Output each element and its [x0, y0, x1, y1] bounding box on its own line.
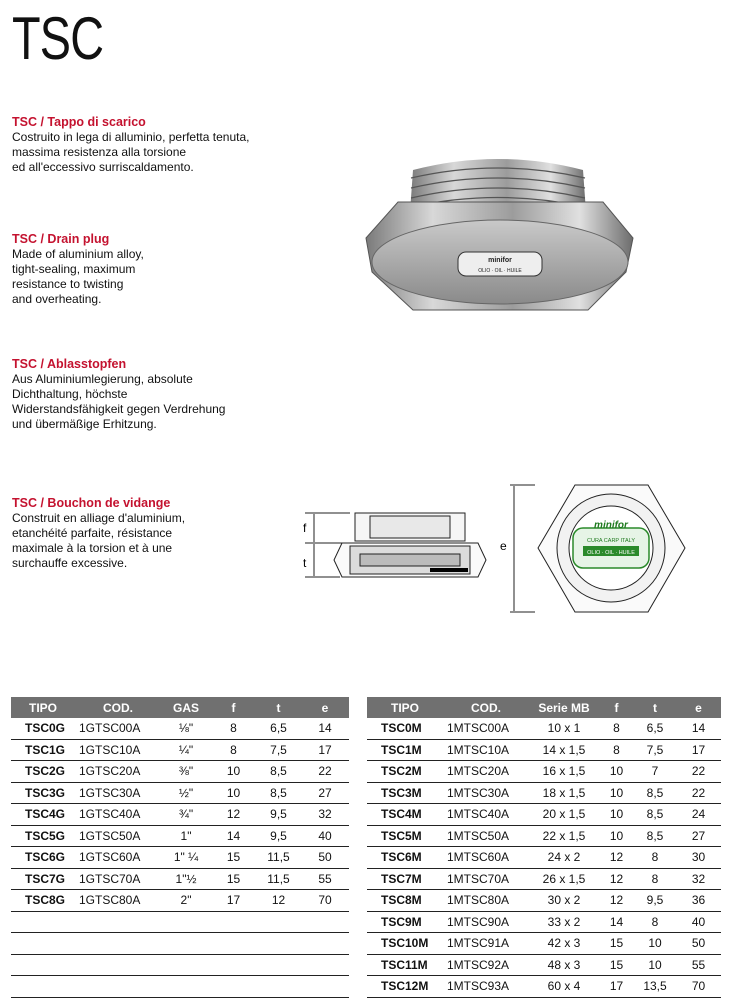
table-cell: 1GTSC60A	[75, 847, 161, 869]
table-cell: 12	[599, 868, 634, 890]
table-cell: 12	[599, 890, 634, 912]
table-cell: 10 x 1	[529, 718, 599, 739]
page-title: TSC	[12, 5, 104, 72]
table-cell: 12	[256, 890, 301, 912]
column-header: COD.	[443, 697, 529, 718]
table-cell	[301, 911, 349, 933]
table-cell: 1MTSC20A	[443, 761, 529, 783]
table-cell: 8	[211, 739, 256, 761]
table-cell: 8	[211, 718, 256, 739]
table-cell: 22	[676, 761, 721, 783]
table-cell: 22 x 1,5	[529, 825, 599, 847]
table-cell: 10	[634, 933, 676, 955]
table-cell: 36	[676, 890, 721, 912]
table-row	[11, 933, 349, 955]
table-cell: 22	[301, 761, 349, 783]
table-cell	[256, 933, 301, 955]
gas-thread-table	[11, 697, 349, 998]
table-cell: 22	[676, 782, 721, 804]
table-row	[11, 718, 349, 739]
table-cell: TSC3M	[367, 782, 443, 804]
table-cell: 8	[634, 868, 676, 890]
table-row	[11, 976, 349, 998]
table-cell: TSC11M	[367, 954, 443, 976]
column-header: f	[599, 697, 634, 718]
table-cell: 1GTSC30A	[75, 782, 161, 804]
dimension-t-label: t	[303, 556, 307, 570]
description-french	[12, 496, 312, 571]
table-cell: 14	[211, 825, 256, 847]
table-row	[367, 804, 721, 826]
table-cell: TSC7M	[367, 868, 443, 890]
table-cell: 10	[599, 782, 634, 804]
table-cell: 12	[599, 847, 634, 869]
table-cell	[256, 911, 301, 933]
column-header: e	[301, 697, 349, 718]
table-cell: 9,5	[256, 825, 301, 847]
drawing-brand: minifor	[594, 520, 628, 531]
description-heading: TSC / Ablasstopfen	[12, 357, 127, 371]
table-cell: ¾"	[161, 804, 211, 826]
side-view	[305, 513, 486, 577]
table-cell: 27	[301, 782, 349, 804]
table-cell: 32	[676, 868, 721, 890]
table-cell: 8	[599, 718, 634, 739]
table-cell: TSC12M	[367, 976, 443, 998]
table-cell: 6,5	[256, 718, 301, 739]
table-cell: 50	[676, 933, 721, 955]
table-cell: 15	[599, 954, 634, 976]
table-cell: TSC4M	[367, 804, 443, 826]
table-cell: 70	[676, 976, 721, 998]
table-cell: 27	[676, 825, 721, 847]
table-row	[367, 868, 721, 890]
table-cell: 1MTSC60A	[443, 847, 529, 869]
column-header: t	[634, 697, 676, 718]
description-english	[12, 232, 312, 307]
description-body: Made of aluminium alloy, tight-sealing, maximum resistance to twisting and overheating.	[12, 247, 144, 306]
photo-label-text: OLIO · OIL · HUILE	[478, 268, 522, 274]
dimension-f-label: f	[303, 521, 307, 535]
drawing-logo-line1: CURA CARP ITALY	[587, 538, 635, 544]
table-row	[367, 890, 721, 912]
table-row	[367, 976, 721, 998]
table-cell: TSC10M	[367, 933, 443, 955]
column-header: GAS	[161, 697, 211, 718]
table-cell: TSC8G	[11, 890, 75, 912]
table-cell: 8	[599, 739, 634, 761]
description-german	[12, 357, 312, 432]
table-cell	[211, 933, 256, 955]
table-cell: 42 x 3	[529, 933, 599, 955]
table-cell: 55	[676, 954, 721, 976]
table-cell: TSC1M	[367, 739, 443, 761]
table-cell: TSC7G	[11, 868, 75, 890]
column-header: Serie MB	[529, 697, 599, 718]
table-row	[367, 782, 721, 804]
table-cell: 1MTSC80A	[443, 890, 529, 912]
table-cell	[301, 933, 349, 955]
table-cell: 1GTSC10A	[75, 739, 161, 761]
column-header: t	[256, 697, 301, 718]
table-cell	[256, 976, 301, 998]
drawing-logo-line2: OLIO · OIL · HUILE	[587, 550, 635, 556]
table-cell: TSC5M	[367, 825, 443, 847]
table-cell: TSC0M	[367, 718, 443, 739]
table-cell: ½"	[161, 782, 211, 804]
table-cell: 40	[301, 825, 349, 847]
column-header: TIPO	[11, 697, 75, 718]
table-cell: 30 x 2	[529, 890, 599, 912]
table-cell: 1MTSC30A	[443, 782, 529, 804]
dimension-e-label: e	[500, 539, 507, 553]
table-cell: 8,5	[256, 782, 301, 804]
table-cell: 10	[634, 954, 676, 976]
table-cell: 2"	[161, 890, 211, 912]
table-cell: 1"½	[161, 868, 211, 890]
table-cell: 10	[599, 825, 634, 847]
table-cell: 18 x 1,5	[529, 782, 599, 804]
table-row	[11, 868, 349, 890]
table-cell	[301, 954, 349, 976]
table-cell: 1GTSC40A	[75, 804, 161, 826]
table-cell: 15	[599, 933, 634, 955]
drain-plug-photo	[358, 150, 643, 325]
table-cell: TSC9M	[367, 911, 443, 933]
description-body: Construit en alliage d'aluminium, etanchéité parfaite, résistance maximale à la torsion et à une surchauffe excessive.	[12, 511, 186, 570]
table-cell: 8	[634, 911, 676, 933]
table-cell: 16 x 1,5	[529, 761, 599, 783]
table-cell: 1GTSC50A	[75, 825, 161, 847]
table-cell: 6,5	[634, 718, 676, 739]
table-cell: 13,5	[634, 976, 676, 998]
table-cell: ¼"	[161, 739, 211, 761]
table-cell	[11, 911, 75, 933]
table-row	[367, 911, 721, 933]
table-cell: ⅛"	[161, 718, 211, 739]
table-cell: 15	[211, 847, 256, 869]
table-row	[367, 954, 721, 976]
description-body: Aus Aluminiumlegierung, absolute Dichthaltung, höchste Widerstandsfähigkeit gegen Verdrehung und übermäßige Erhitzung.	[12, 372, 226, 431]
table-cell: 24 x 2	[529, 847, 599, 869]
table-cell: 1MTSC50A	[443, 825, 529, 847]
table-cell: 8,5	[634, 825, 676, 847]
table-cell: 8	[634, 847, 676, 869]
table-cell: 17	[599, 976, 634, 998]
table-cell	[256, 954, 301, 976]
technical-drawing	[290, 480, 710, 625]
table-row	[11, 890, 349, 912]
photo-brand: minifor	[488, 257, 512, 264]
table-cell: 60 x 4	[529, 976, 599, 998]
table-cell	[75, 954, 161, 976]
table-cell: 11,5	[256, 847, 301, 869]
table-cell: TSC4G	[11, 804, 75, 826]
table-cell: 1MTSC93A	[443, 976, 529, 998]
table-row	[367, 761, 721, 783]
table-cell: 7,5	[256, 739, 301, 761]
table-cell	[75, 933, 161, 955]
table-row	[11, 782, 349, 804]
table-cell: 7	[634, 761, 676, 783]
table-cell: TSC1G	[11, 739, 75, 761]
table-row	[367, 718, 721, 739]
table-cell: TSC0G	[11, 718, 75, 739]
table-cell: TSC5G	[11, 825, 75, 847]
table-cell: 12	[211, 804, 256, 826]
description-heading: TSC / Tappo di scarico	[12, 115, 146, 129]
description-body: Costruito in lega di alluminio, perfetta tenuta, massima resistenza alla torsione ed all'eccessivo surriscaldamento.	[12, 130, 250, 174]
table-cell: 10	[211, 782, 256, 804]
description-heading: TSC / Bouchon de vidange	[12, 496, 171, 510]
table-cell: TSC2G	[11, 761, 75, 783]
table-cell: 32	[301, 804, 349, 826]
table-cell: 1MTSC40A	[443, 804, 529, 826]
table-cell: 70	[301, 890, 349, 912]
table-cell: 1MTSC90A	[443, 911, 529, 933]
table-cell	[211, 911, 256, 933]
table-cell: 1MTSC91A	[443, 933, 529, 955]
table-row	[367, 739, 721, 761]
table-cell: 40	[676, 911, 721, 933]
table-cell: 26 x 1,5	[529, 868, 599, 890]
table-cell	[75, 976, 161, 998]
table-cell: 17	[676, 739, 721, 761]
table-row	[11, 911, 349, 933]
table-cell	[11, 976, 75, 998]
table-cell: ⅜"	[161, 761, 211, 783]
table-cell: 10	[211, 761, 256, 783]
metric-thread-table	[367, 697, 721, 998]
table-row	[367, 847, 721, 869]
table-cell: 24	[676, 804, 721, 826]
table-row	[11, 761, 349, 783]
table-cell	[211, 954, 256, 976]
table-cell	[11, 933, 75, 955]
table-cell: 1MTSC10A	[443, 739, 529, 761]
table-cell: 9,5	[634, 890, 676, 912]
table-cell: 55	[301, 868, 349, 890]
description-italian	[12, 115, 312, 175]
table-cell: 50	[301, 847, 349, 869]
table-cell: 1MTSC92A	[443, 954, 529, 976]
table-cell: 7,5	[634, 739, 676, 761]
table-cell	[11, 954, 75, 976]
column-header: f	[211, 697, 256, 718]
table-cell	[161, 976, 211, 998]
table-cell: 9,5	[256, 804, 301, 826]
table-cell: TSC6G	[11, 847, 75, 869]
table-cell	[211, 976, 256, 998]
table-cell: 1" ¼	[161, 847, 211, 869]
table-cell	[301, 976, 349, 998]
table-cell: 8,5	[634, 782, 676, 804]
table-cell: 14 x 1,5	[529, 739, 599, 761]
table-row	[11, 825, 349, 847]
table-cell	[75, 911, 161, 933]
table-cell: 1MTSC70A	[443, 868, 529, 890]
table-cell: 1MTSC00A	[443, 718, 529, 739]
table-cell: 48 x 3	[529, 954, 599, 976]
table-cell: 14	[599, 911, 634, 933]
table-cell: 15	[211, 868, 256, 890]
column-header: COD.	[75, 697, 161, 718]
table-cell: 17	[211, 890, 256, 912]
table-cell: 30	[676, 847, 721, 869]
column-header: e	[676, 697, 721, 718]
table-cell: 1GTSC20A	[75, 761, 161, 783]
table-row	[11, 954, 349, 976]
description-heading: TSC / Drain plug	[12, 232, 110, 246]
table-cell: 1GTSC70A	[75, 868, 161, 890]
table-cell: 1GTSC80A	[75, 890, 161, 912]
table-cell: 1"	[161, 825, 211, 847]
table-cell: 8,5	[256, 761, 301, 783]
table-cell: 11,5	[256, 868, 301, 890]
table-cell: 10	[599, 761, 634, 783]
table-cell: TSC2M	[367, 761, 443, 783]
table-cell: 14	[676, 718, 721, 739]
table-cell: 1GTSC00A	[75, 718, 161, 739]
table-cell	[161, 954, 211, 976]
table-row	[11, 847, 349, 869]
table-row	[367, 933, 721, 955]
table-cell: TSC3G	[11, 782, 75, 804]
table-cell: 33 x 2	[529, 911, 599, 933]
table-cell: 10	[599, 804, 634, 826]
table-cell: 20 x 1,5	[529, 804, 599, 826]
table-cell: 17	[301, 739, 349, 761]
table-cell: TSC6M	[367, 847, 443, 869]
table-cell	[161, 911, 211, 933]
table-cell	[161, 933, 211, 955]
table-cell: 14	[301, 718, 349, 739]
table-row	[367, 825, 721, 847]
column-header: TIPO	[367, 697, 443, 718]
table-cell: 8,5	[634, 804, 676, 826]
table-row	[11, 804, 349, 826]
table-cell: TSC8M	[367, 890, 443, 912]
table-row	[11, 739, 349, 761]
